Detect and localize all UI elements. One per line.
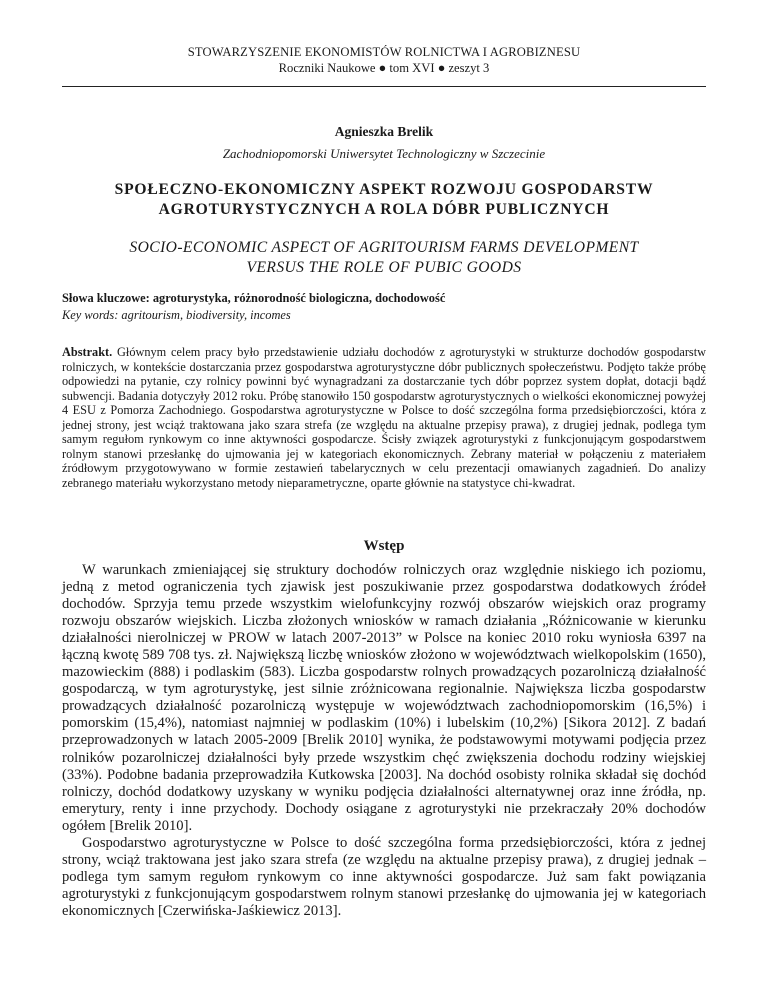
paragraph: Gospodarstwo agroturystyczne w Polsce to dość szczególna forma przedsiębiorczości, która z jednej strony, wciąż traktowana jest jako szara strefa (ze względu na aktualne przepisy prawa), z drugiej jednak – podlega tym samym regułom rynkowym co inne aktywności gospodarcze. Już sam fakt powiązania agroturystyki z funkcjonującym gospodarstwem rolnym stanowi przesłankę do ujmowania jej w kategoriach ekonomicznych [Czerwińska-Jaśkiewicz 2013]. [62,834,706,919]
body-text [62,562,706,920]
title-polish [62,180,706,220]
journal-header [62,44,706,76]
title-polish-line: AGROTURYSTYCZNYCH A ROLA DÓBR PUBLICZNYCH [158,201,610,218]
header-divider [62,86,706,87]
section-heading: Wstęp [363,538,405,554]
abstract-text: Głównym celem pracy było przedstawienie udziału dochodów z agroturystyki w strukturze dochodów gospodarstw rolniczych, w kontekście dostarczania przez gospodarstwa agroturystyczne dóbr publicznych społeczeństwu. Podjęto także próbę odpowiedzi na pytanie, czy rolnicy powinni być wynagradzani za dostarczanie tych dóbr poprzez system dopłat, dotacji bądź subwencji. Badania dotyczyły 2012 roku. Próbę stanowiło 150 gospodarstw agroturystycznych o wielkości ekonomicznej powyżej 4 ESU z Pomorza Zachodniego. Gospodarstwa agroturystyczne w Polsce to dość szczególna forma przedsiębiorczości, która z jednej strony, jest wciąż traktowana jako szara strefa (ze względu na aktualne przepisy prawa), z drugiej jednak, podlega tym samym regułom rynkowym co inne aktywności gospodarcze. Ścisły związek agroturystyki z funkcjonującym gospodarstwem rolnym stanowi przesłankę do ujmowania jej w kategoriach ekonomicznych. Zebrany materiał w połączeniu z materiałem źródłowym przygotowywano w formie zestawień tabelarycznych w celu prezentacji omawianych zagadnień. Do analizy zebranego materiału wykorzystano metody nieparametryczne, oparte głównie na statystyce chi-kwadrat. [62,345,707,490]
title-english [62,238,706,278]
title-english-line: VERSUS THE ROLE OF PUBIC GOODS [246,259,522,276]
keywords-english: Key words: agritourism, biodiversity, incomes [62,308,291,322]
paragraph: W warunkach zmieniającej się struktury dochodów rolniczych oraz względnie niskiego ich poziomu, jedną z metod ograniczenia tych zjawisk jest poszukiwanie przez gospodarstwa dodatkowych źródeł dochodów. Sprzyja temu przede wszystkim wielofunkcyjny rozwój obszarów wiejskich oraz programy rozwoju obszarów wiejskich. Liczba złożonych wniosków w ramach działania „Różnicowanie w kierunku działalności nierolniczej w PROW w latach 2007-2013” w Polsce na koniec 2010 roku wyniosła 6397 na łączną kwotę 589 708 tys. zł. Największą liczbę wniosków złożono w województwach wielkopolskim (1650), mazowieckim (888) i podlaskim (583). Liczba gospodarstw rolnych prowadzących pozarolniczą działalność gospodarczą, w tym agroturystykę, jest silnie zróżnicowana regionalnie. Największa liczba gospodarstw prowadzących działalność pozarolniczą występuje w województwach zachodniopomorskim (16,5%) i pomorskim (15,4%), natomiast najmniej w podlaskim (10%) i lubelskim (10,2%) [Sikora 2012]. Z badań przeprowadzonych w latach 2005-2009 [Brelik 2010] wynika, że podstawowymi motywami podjęcia przez rolników pozarolniczej działalności były przede wszystkim chęć zwiększenia dochodu rodziny wiejskiej (33%). Podobne badania przeprowadziła Kutkowska [2003]. Na dochód osobisty rolnika składał się dochód rolniczy, dochód dodatkowy uzyskany w wyniku podjęcia działalności alternatywnej oraz inne źródła, np. emerytury, renty i inne przychody. Dochody osiągane z agroturystyki nie przekraczały 20% dochodów ogółem [Brelik 2010]. [62,562,706,834]
title-polish-line: SPOŁECZNO-EKONOMICZNY ASPEKT ROZWOJU GOSPODARSTW [114,181,654,198]
abstract [62,345,706,490]
author-affiliation: Zachodniopomorski Uniwersytet Technologiczny w Szczecinie [222,146,546,161]
keywords-polish: Słowa kluczowe: agroturystyka, różnorodność biologiczna, dochodowość [62,291,446,305]
society-name: STOWARZYSZENIE EKONOMISTÓW ROLNICTWA I AGROBIZNESU [187,45,581,59]
author-name: Agnieszka Brelik [334,124,434,139]
journal-info: Roczniki Naukowe ● tom XVI ● zeszyt 3 [278,61,490,75]
abstract-label: Abstrakt. [62,345,113,359]
title-english-line: SOCIO-ECONOMIC ASPECT OF AGRITOURISM FARMS DEVELOPMENT [129,239,639,256]
